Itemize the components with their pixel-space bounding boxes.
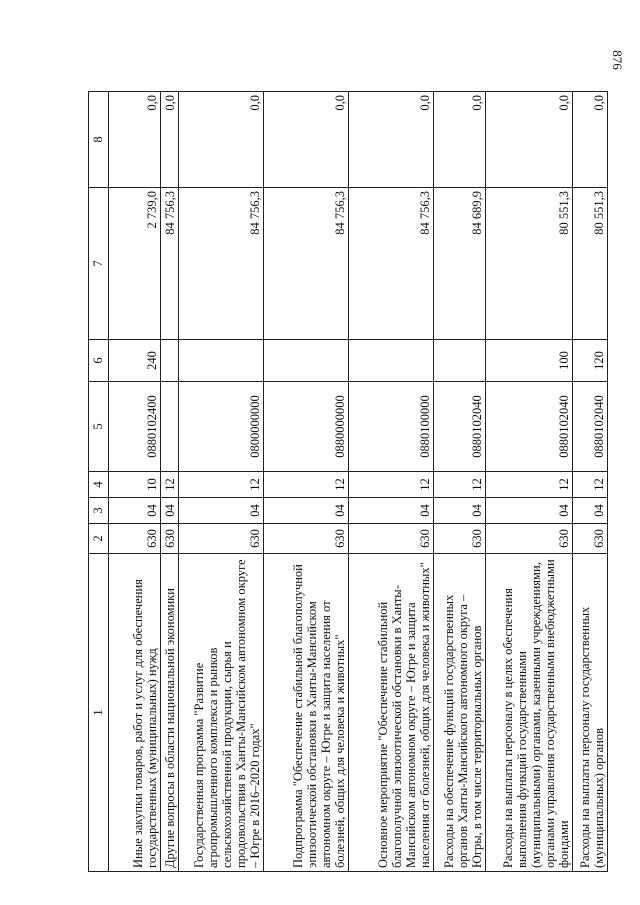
row-subsection: 12: [160, 472, 178, 498]
table-row: [160, 92, 178, 872]
header-row: [89, 92, 109, 872]
row-type: 240: [108, 340, 160, 382]
row-code: 630: [108, 524, 160, 554]
row-amount: 84 756,3: [264, 188, 349, 340]
row-amount2: 0,0: [433, 92, 485, 188]
row-target: 0880000000: [264, 382, 349, 472]
row-amount: 80 551,3: [573, 188, 608, 340]
budget-table: [88, 91, 608, 872]
row-target: 0880102040: [573, 382, 608, 472]
row-target: 0880102040: [433, 382, 485, 472]
row-target: 0880102400: [108, 382, 160, 472]
row-section: 04: [108, 498, 160, 524]
row-name: Расходы на выплаты персоналу в целях обеспечения выполнения функций государственными (муниципальными) органами, казенными учреждениями, органами управления государственными внебюджетными фондами: [486, 554, 573, 872]
row-type: [160, 340, 178, 382]
row-amount2: 0,0: [349, 92, 434, 188]
row-amount2: 0,0: [486, 92, 573, 188]
header-cell: 7: [89, 188, 109, 340]
header-cell: 4: [89, 472, 109, 498]
row-subsection: 12: [179, 472, 264, 498]
row-target: [160, 382, 178, 472]
table-row: [486, 92, 573, 872]
row-section: 04: [433, 498, 485, 524]
table-row: [108, 92, 160, 872]
row-amount: 80 551,3: [486, 188, 573, 340]
header-cell: 2: [89, 524, 109, 554]
row-name: Основное мероприятие "Обеспечение стабильной благополучной эпизоотической обстановки в Ханты-Мансийском автономном округе – Югре и защита населения от болезней, общих для человека и животных": [349, 554, 434, 872]
row-section: 04: [486, 498, 573, 524]
row-subsection: 12: [433, 472, 485, 498]
row-subsection: 10: [108, 472, 160, 498]
row-amount: 84 689,9: [433, 188, 485, 340]
row-amount: 84 756,3: [349, 188, 434, 340]
row-amount2: 0,0: [264, 92, 349, 188]
row-type: 120: [573, 340, 608, 382]
page-number: 876: [609, 50, 625, 70]
table-row: [349, 92, 434, 872]
row-type: [264, 340, 349, 382]
row-name: Расходы на обеспечение функций государственных органов Ханты-Мансийского автономного округа – Югры, в том числе территориальных органов: [433, 554, 485, 872]
row-section: 04: [264, 498, 349, 524]
row-name: Иные закупки товаров, работ и услуг для обеспечения государственных (муниципальных) нужд: [108, 554, 160, 872]
row-type: [433, 340, 485, 382]
header-cell: 1: [89, 554, 109, 872]
header-cell: 8: [89, 92, 109, 188]
row-subsection: 12: [264, 472, 349, 498]
header-cell: 5: [89, 382, 109, 472]
row-target: 0880100000: [349, 382, 434, 472]
table-row: [264, 92, 349, 872]
row-amount: 84 756,3: [179, 188, 264, 340]
row-code: 630: [433, 524, 485, 554]
row-target: 0800000000: [179, 382, 264, 472]
row-amount: 2 739,0: [108, 188, 160, 340]
row-target: 0880102040: [486, 382, 573, 472]
row-amount2: 0,0: [573, 92, 608, 188]
row-amount2: 0,0: [108, 92, 160, 188]
row-section: 04: [160, 498, 178, 524]
row-name: Расходы на выплаты персоналу государственных (муниципальных) органов: [573, 554, 608, 872]
header-cell: 3: [89, 498, 109, 524]
row-amount2: 0,0: [160, 92, 178, 188]
row-type: [179, 340, 264, 382]
row-section: 04: [573, 498, 608, 524]
row-subsection: 12: [486, 472, 573, 498]
table-row: [573, 92, 608, 872]
row-code: 630: [160, 524, 178, 554]
row-section: 04: [349, 498, 434, 524]
row-code: 630: [573, 524, 608, 554]
row-amount: 84 756,3: [160, 188, 178, 340]
row-name: Другие вопросы в области национальной экономики: [160, 554, 178, 872]
row-type: 100: [486, 340, 573, 382]
row-type: [349, 340, 434, 382]
row-section: 04: [179, 498, 264, 524]
row-name: Подпрограмма "Обеспечение стабильной благополучной эпизоотической обстановки в Ханты-Мансийском автономном округе – Югре и защита населения от болезней, общих для человека и животных": [264, 554, 349, 872]
row-code: 630: [349, 524, 434, 554]
header-cell: 6: [89, 340, 109, 382]
row-amount2: 0,0: [179, 92, 264, 188]
table-row: [433, 92, 485, 872]
table-row: [179, 92, 264, 872]
row-subsection: 12: [573, 472, 608, 498]
row-name: Государственная программа "Развитие агропромышленного комплекса и рынков сельскохозяйственной продукции, сырья и продовольствия в Ханты-Мансийском автономном округе – Югре в 2016–2020 годах": [179, 554, 264, 872]
row-code: 630: [486, 524, 573, 554]
row-code: 630: [264, 524, 349, 554]
row-subsection: 12: [349, 472, 434, 498]
rotated-table-wrapper: [88, 92, 608, 872]
row-code: 630: [179, 524, 264, 554]
